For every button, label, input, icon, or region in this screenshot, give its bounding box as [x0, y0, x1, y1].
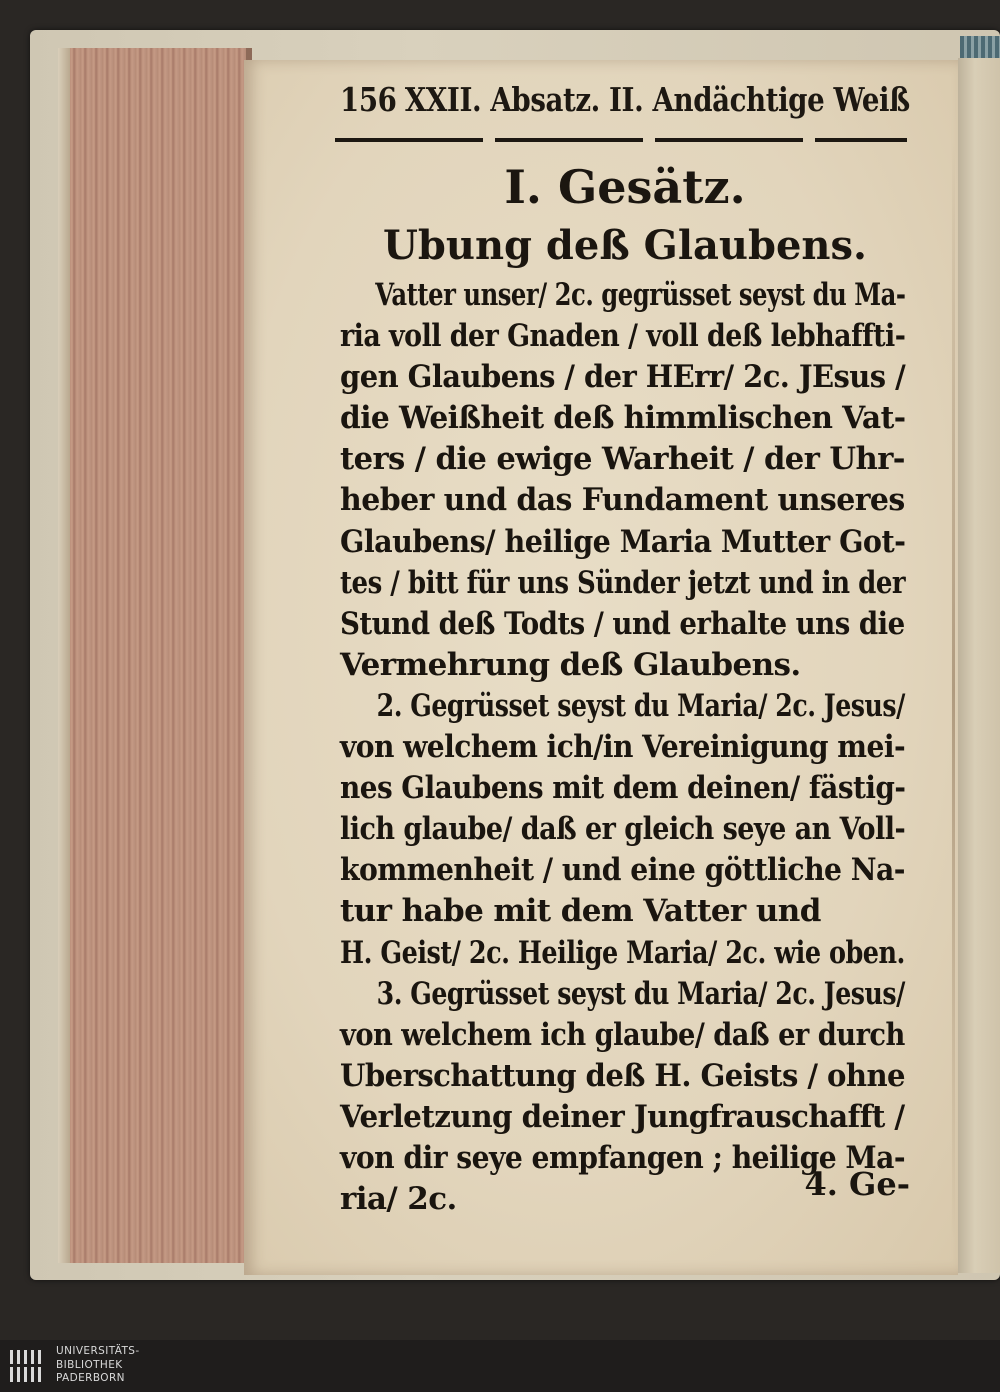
text-line: Vatter unser/ 2c. gegrüsset seyst du Ma- — [375, 277, 906, 313]
text-line: tur habe mit dem Vatter und — [340, 893, 821, 930]
text-line: von dir seye empfangen ; heilige Ma- — [340, 1139, 906, 1176]
text-line: ria voll der Gnaden / voll deß lebhaffti- — [340, 318, 906, 355]
text-line: lich glaube/ daß er gleich seye an Voll- — [340, 811, 906, 848]
text-line: von welchem ich/in Vereinigung mei- — [340, 729, 906, 766]
page-number: 156 — [340, 80, 397, 119]
text-line: gen Glaubens / der HErr/ 2c. JEsus / — [340, 359, 906, 396]
text-line: Stund deß Todts / und erhalte uns die — [340, 605, 905, 642]
text-line: von welchem ich glaube/ daß er durch — [340, 1016, 905, 1053]
library-logo-icon — [8, 1348, 48, 1384]
library-name — [56, 1345, 140, 1386]
text-line: tes / bitt für uns Sünder jetzt und in der — [340, 564, 906, 601]
library-name-line: UNIVERSITÄTS- — [56, 1345, 140, 1357]
page-edges — [58, 48, 248, 1263]
text-line: ters / die ewige Warheit / der Uhr- — [340, 441, 905, 478]
section-heading: I. Gesätz. — [504, 160, 746, 214]
text-line: Verletzung deiner Jungfrauschafft / — [340, 1098, 905, 1135]
footer-bar — [0, 1340, 1000, 1392]
text-line: Uberschattung deß H. Geists / ohne — [340, 1057, 906, 1094]
text-line: ria/ 2c. — [340, 1181, 457, 1218]
text-line: 3. Gegrüsset seyst du Maria/ 2c. Jesus/ — [376, 975, 905, 1012]
section-subheading: Ubung deß Glaubens. — [383, 222, 867, 269]
catchword: 4. Ge- — [804, 1165, 910, 1203]
page-fold — [952, 140, 955, 1240]
text-line: 2. Gegrüsset seyst du Maria/ 2c. Jesus/ — [376, 687, 905, 724]
text-line: die Weißheit deß himmlischen Vat- — [340, 400, 906, 437]
text-line: Vermehrung deß Glaubens. — [340, 646, 801, 683]
body-text — [340, 275, 905, 1220]
text-line: Glaubens/ heilige Maria Mutter Got- — [340, 523, 906, 560]
header-rule — [335, 138, 907, 142]
next-page-edge — [958, 58, 1000, 1273]
running-title: XXII. Absatz. II. Andächtige Weiß — [404, 80, 910, 119]
text-line: H. Geist/ 2c. Heilige Maria/ 2c. wie oben. — [340, 934, 905, 971]
text-line: heber und das Fundament unseres — [340, 482, 905, 519]
library-name-line: PADERBORN — [56, 1372, 125, 1384]
text-line: nes Glaubens mit dem deinen/ fästig- — [340, 770, 906, 807]
running-header — [340, 80, 910, 130]
text-line: kommenheit / und eine göttliche Na- — [340, 852, 905, 889]
library-name-line: BIBLIOTHEK — [56, 1358, 123, 1371]
